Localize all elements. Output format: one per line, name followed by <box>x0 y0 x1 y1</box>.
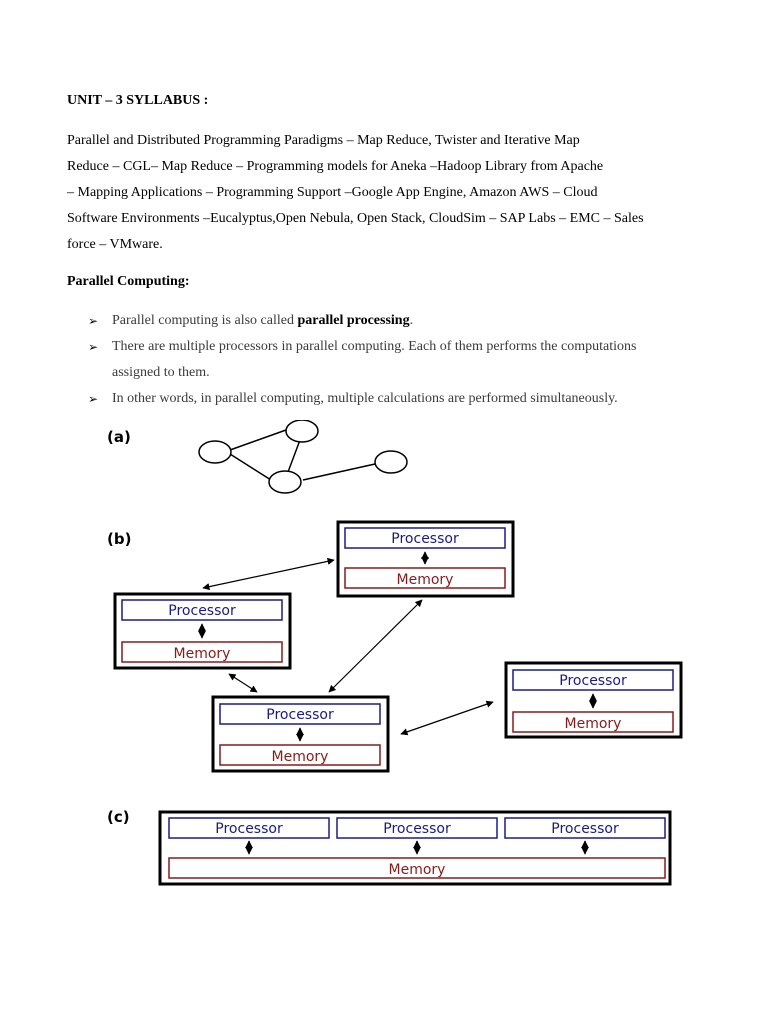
figure-label-c: (c) <box>107 808 130 826</box>
processor-label: Processor <box>383 821 451 837</box>
processor-label: Processor <box>559 673 627 689</box>
processor-label: Processor <box>168 603 236 619</box>
bullet-text: Parallel computing is also called <box>112 313 298 328</box>
memory-label: Memory <box>173 646 231 662</box>
node-left <box>115 594 290 668</box>
processor-label: Processor <box>391 531 459 547</box>
bullet-text: In other words, in parallel computing, multiple calculations are performed simultaneously. <box>112 391 618 406</box>
graph-a <box>199 420 407 493</box>
graph-node <box>375 451 407 473</box>
arrow-bullet-icon: ➢ <box>88 392 99 406</box>
memory-label: Memory <box>396 572 454 588</box>
bullet-bold-text: parallel processing <box>297 313 410 328</box>
section-heading: Parallel Computing: <box>67 274 190 289</box>
bullet-item <box>88 386 708 412</box>
processor-label: Processor <box>266 707 334 723</box>
syllabus-line: – Mapping Applications – Programming Support –Google App Engine, Amazon AWS – Cloud <box>67 185 598 200</box>
arrow-bullet-icon: ➢ <box>88 340 99 354</box>
bullet-list <box>88 308 708 412</box>
shared-memory-label: Memory <box>388 862 446 878</box>
bullet-item <box>88 334 708 386</box>
unit-title: UNIT – 3 SYLLABUS : <box>67 93 209 108</box>
figure-label-b: (b) <box>107 530 132 548</box>
arrow-bullet-icon: ➢ <box>88 314 99 328</box>
node-top <box>338 522 513 596</box>
syllabus-line: force – VMware. <box>67 237 163 252</box>
syllabus-line: Reduce – CGL– Map Reduce – Programming models for Aneka –Hadoop Library from Apache <box>67 159 604 174</box>
syllabus-line: Software Environments –Eucalyptus,Open Nebula, Open Stack, CloudSim – SAP Labs – EMC – Sales <box>67 211 644 226</box>
figure-label-a: (a) <box>107 428 131 446</box>
bullet-text: . <box>409 313 414 328</box>
parallel-computing-diagram <box>95 420 695 900</box>
shared-memory-system <box>160 812 670 884</box>
graph-node <box>286 420 318 442</box>
processor-label: Processor <box>215 821 283 837</box>
processor-label: Processor <box>551 821 619 837</box>
syllabus-paragraph <box>67 128 697 258</box>
memory-label: Memory <box>564 716 622 732</box>
graph-node <box>199 441 231 463</box>
node-right <box>506 663 681 737</box>
graph-node <box>269 471 301 493</box>
memory-label: Memory <box>271 749 329 765</box>
node-middle <box>213 697 388 771</box>
bullet-text: There are multiple processors in parallel computing. Each of them performs the computations <box>112 339 637 354</box>
syllabus-line: Parallel and Distributed Programming Paradigms – Map Reduce, Twister and Iterative Map <box>67 133 580 148</box>
bullet-text: assigned to them. <box>112 365 210 380</box>
bullet-item <box>88 308 708 334</box>
